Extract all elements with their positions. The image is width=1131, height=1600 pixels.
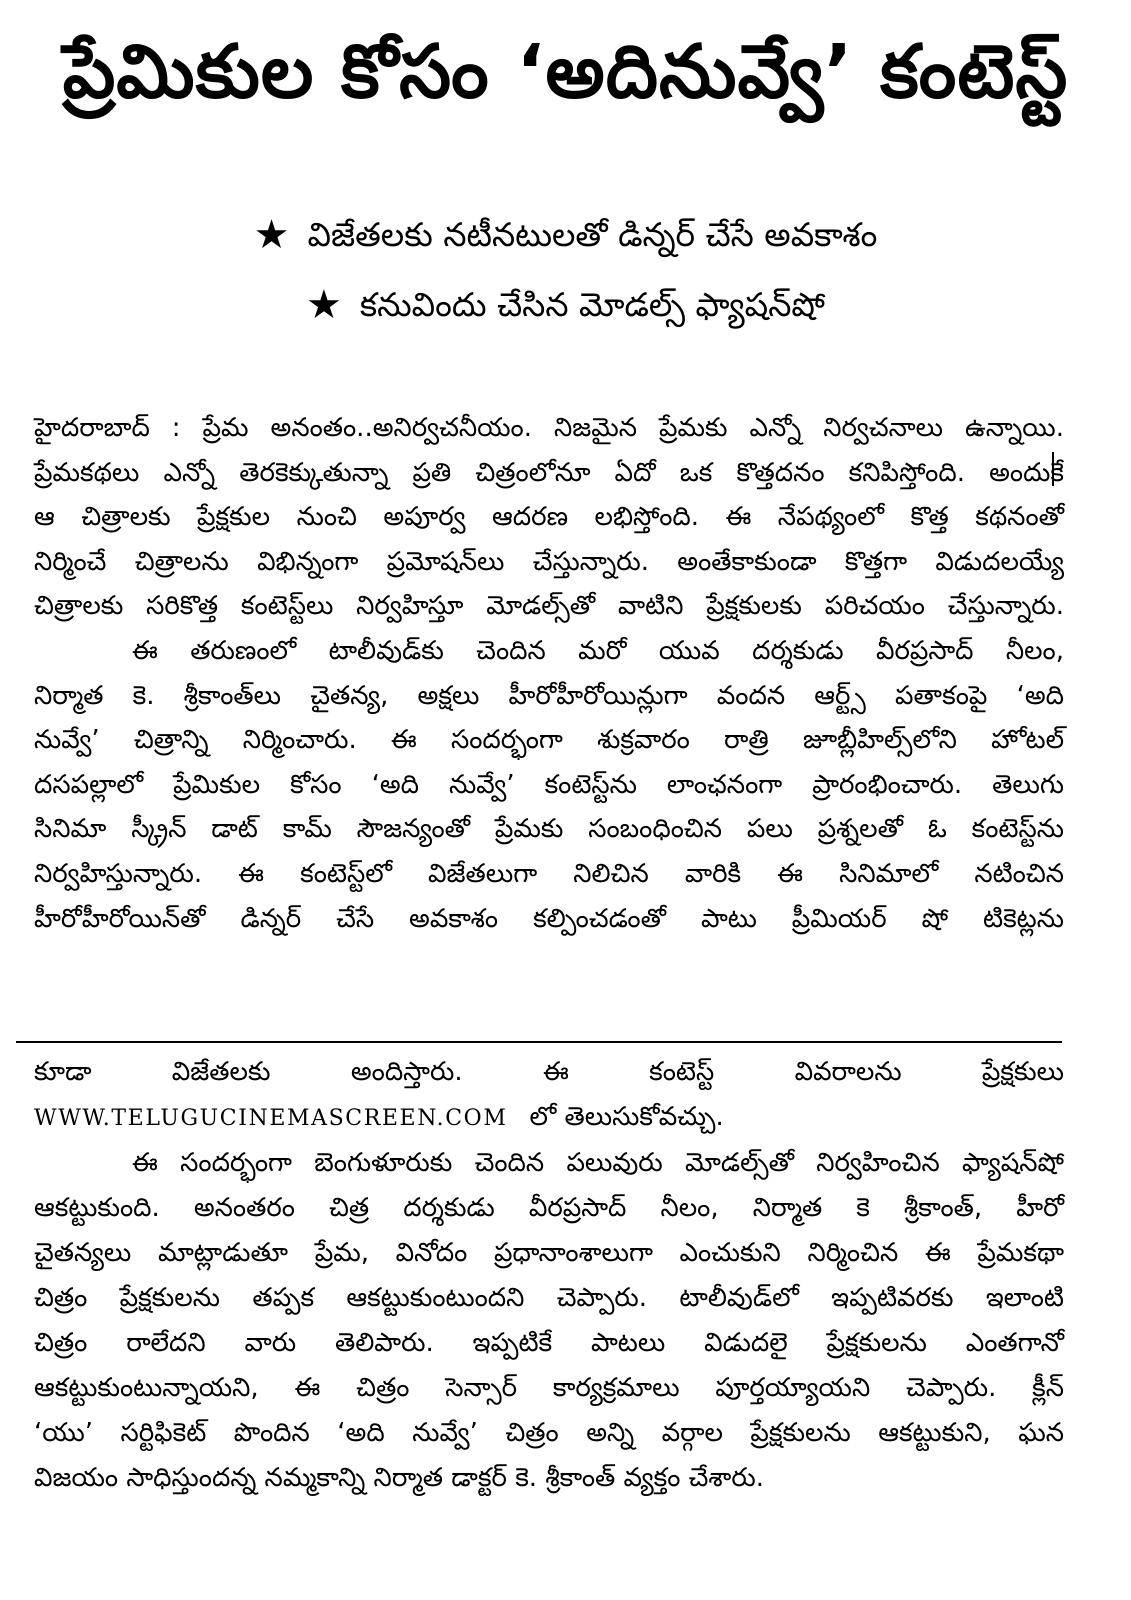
article-body-continued	[34, 1050, 1064, 1501]
body-line: సినిమా స్క్రీన్ డాట్ కామ్ సౌజన్యంతో ప్రేమకు సంబంధించిన పలు ప్రశ్నలతో ఓ కంటెస్ట్‌ను	[34, 814, 1064, 845]
body-line: ఆకట్టుకుంది. అనంతరం చిత్ర దర్శకుడు వీరప్రసాద్ నీలం, నిర్మాత కె శ్రీకాంత్, హీరో	[34, 1193, 1064, 1223]
body-line: నువ్వే’ చిత్రాన్ని నిర్మించారు. ఈ సందర్భంగా శుక్రవారం రాత్రి జూబ్లీహిల్స్‌లోని హోటల్	[34, 725, 1064, 756]
subheading-2-text: కనువిందు చేసిన మోడల్స్ ఫ్యాషన్‌షో	[359, 285, 825, 324]
body-line: హైదరాబాద్ : ప్రేమ అనంతం..అనిర్వచనీయం. నిజమైన ప్రేమకు ఎన్నో నిర్వచనాలు ఉన్నాయి.	[34, 413, 1064, 443]
body-line: ‘యు’ సర్టిఫికెట్ పొందిన ‘అది నువ్వే’ చిత్రం అన్ని వర్గాల ప్రేక్షకులను ఆకట్టుకుని, ఘన	[34, 1418, 1064, 1448]
body-line: చిత్రం ప్రేక్షకులను తప్పక ఆకట్టుకుంటుందని చెప్పారు. టాలీవుడ్‌లో ఇప్పటివరకు ఇలాంటి	[34, 1283, 1064, 1313]
body-line: దసపల్లాలో ప్రేమికుల కోసం ‘అది నువ్వే’ కంటెస్ట్‌ను లాంఛనంగా ప్రారంభించారు. తెలుగు	[34, 769, 1064, 800]
url-tail: లో తెలుసుకోవచ్చు.	[529, 1102, 724, 1132]
headline: ప్రేమికుల కోసం ‘అదినువ్వే’ కంటెస్ట్	[62, 29, 1069, 115]
body-line: చైతన్యలు మాట్లాడుతూ ప్రేమ, వినోదం ప్రధానాంశాలుగా ఎంచుకుని నిర్మించిన ఈ ప్రేమకథా	[34, 1238, 1064, 1268]
body-line: నిర్మించే చిత్రాలను విభిన్నంగా ప్రమోషన్‌లు చేస్తున్నారు. అంతేకాకుండా కొత్తగా విడుదలయ్యే	[34, 546, 1064, 577]
body-line-url	[34, 1095, 1064, 1141]
divider-line	[16, 1041, 1062, 1043]
body-line: నిర్వహిస్తున్నారు. ఈ కంటెస్ట్‌లో విజేతలుగా నిలిచిన వారికి ఈ సినిమాలో నటించిన	[34, 858, 1064, 889]
star-icon: ★	[306, 282, 342, 328]
body-line: కూడా విజేతలకు అందిస్తారు. ఈ కంటెస్ట్ వివరాలను ప్రేక్షకులు	[34, 1057, 1064, 1087]
body-line: ప్రేమకథలు ఎన్నో తెరకెక్కుతున్నా ప్రతి చిత్రంలోనూ ఏదో ఒక కొత్తదనం కనిపిస్తోంది. అందుకే	[34, 457, 1064, 488]
body-line: విజయం సాధిస్తుందన్న నమ్మకాన్ని నిర్మాత డాక్టర్ కె. శ్రీకాంత్ వ్యక్తం చేశారు.	[34, 1463, 765, 1493]
body-line: చిత్రం రాలేదని వారు తెలిపారు. ఇప్పటికే పాటలు విడుదలై ప్రేక్షకులను ఎంతగానో	[34, 1328, 1064, 1358]
body-line: హీరోహీరోయిన్‌తో డిన్నర్ చేసే అవకాశం కల్పించడంతో పాటు ప్రీమియర్ షో టికెట్లను	[34, 903, 1064, 934]
body-line: నిర్మాత కె. శ్రీకాంత్‌లు చైతన్య, అక్షలు హీరోహీరోయిన్లుగా వందన ఆర్ట్స్ పతాకంపై ‘అది	[34, 680, 1064, 711]
subheading-1	[0, 210, 1131, 260]
website-url: WWW.TELUGUCINEMASCREEN.COM	[34, 1106, 508, 1131]
body-line: ఆ చిత్రాలకు ప్రేక్షకుల నుంచి అపూర్వ ఆదరణ లభిస్తోంది. ఈ నేపథ్యంలో కొత్త కథనంతో	[34, 502, 1064, 533]
star-icon: ★	[253, 212, 290, 258]
body-line: ఆకట్టుకుంటున్నాయని, ఈ చిత్రం సెన్సార్ కార్యక్రమాలు పూర్తయ్యాయని చెప్పారు. క్లీన్	[34, 1373, 1064, 1403]
subheading-2	[0, 280, 1131, 330]
body-line: ఈ సందర్భంగా బెంగుళూరుకు చెందిన పలువురు మోడల్స్‌తో నిర్వహించిన ఫ్యాషన్‌షో	[132, 1148, 1064, 1178]
body-line: ఈ తరుణంలో టాలీవుడ్‌కు చెందిన మరో యువ దర్శకుడు వీరప్రసాద్ నీలం,	[132, 635, 1064, 666]
subheading-1-text: విజేతలకు నటీనటులతో డిన్నర్ చేసే అవకాశం	[307, 215, 878, 254]
body-line: చిత్రాలకు సరికొత్త కంటెస్ట్‌లు నిర్వహిస్తూ మోడల్స్‌తో వాటిని ప్రేక్షకులకు పరిచయం చేస్తున్నారు.	[34, 591, 1064, 622]
article-body	[34, 406, 1064, 941]
